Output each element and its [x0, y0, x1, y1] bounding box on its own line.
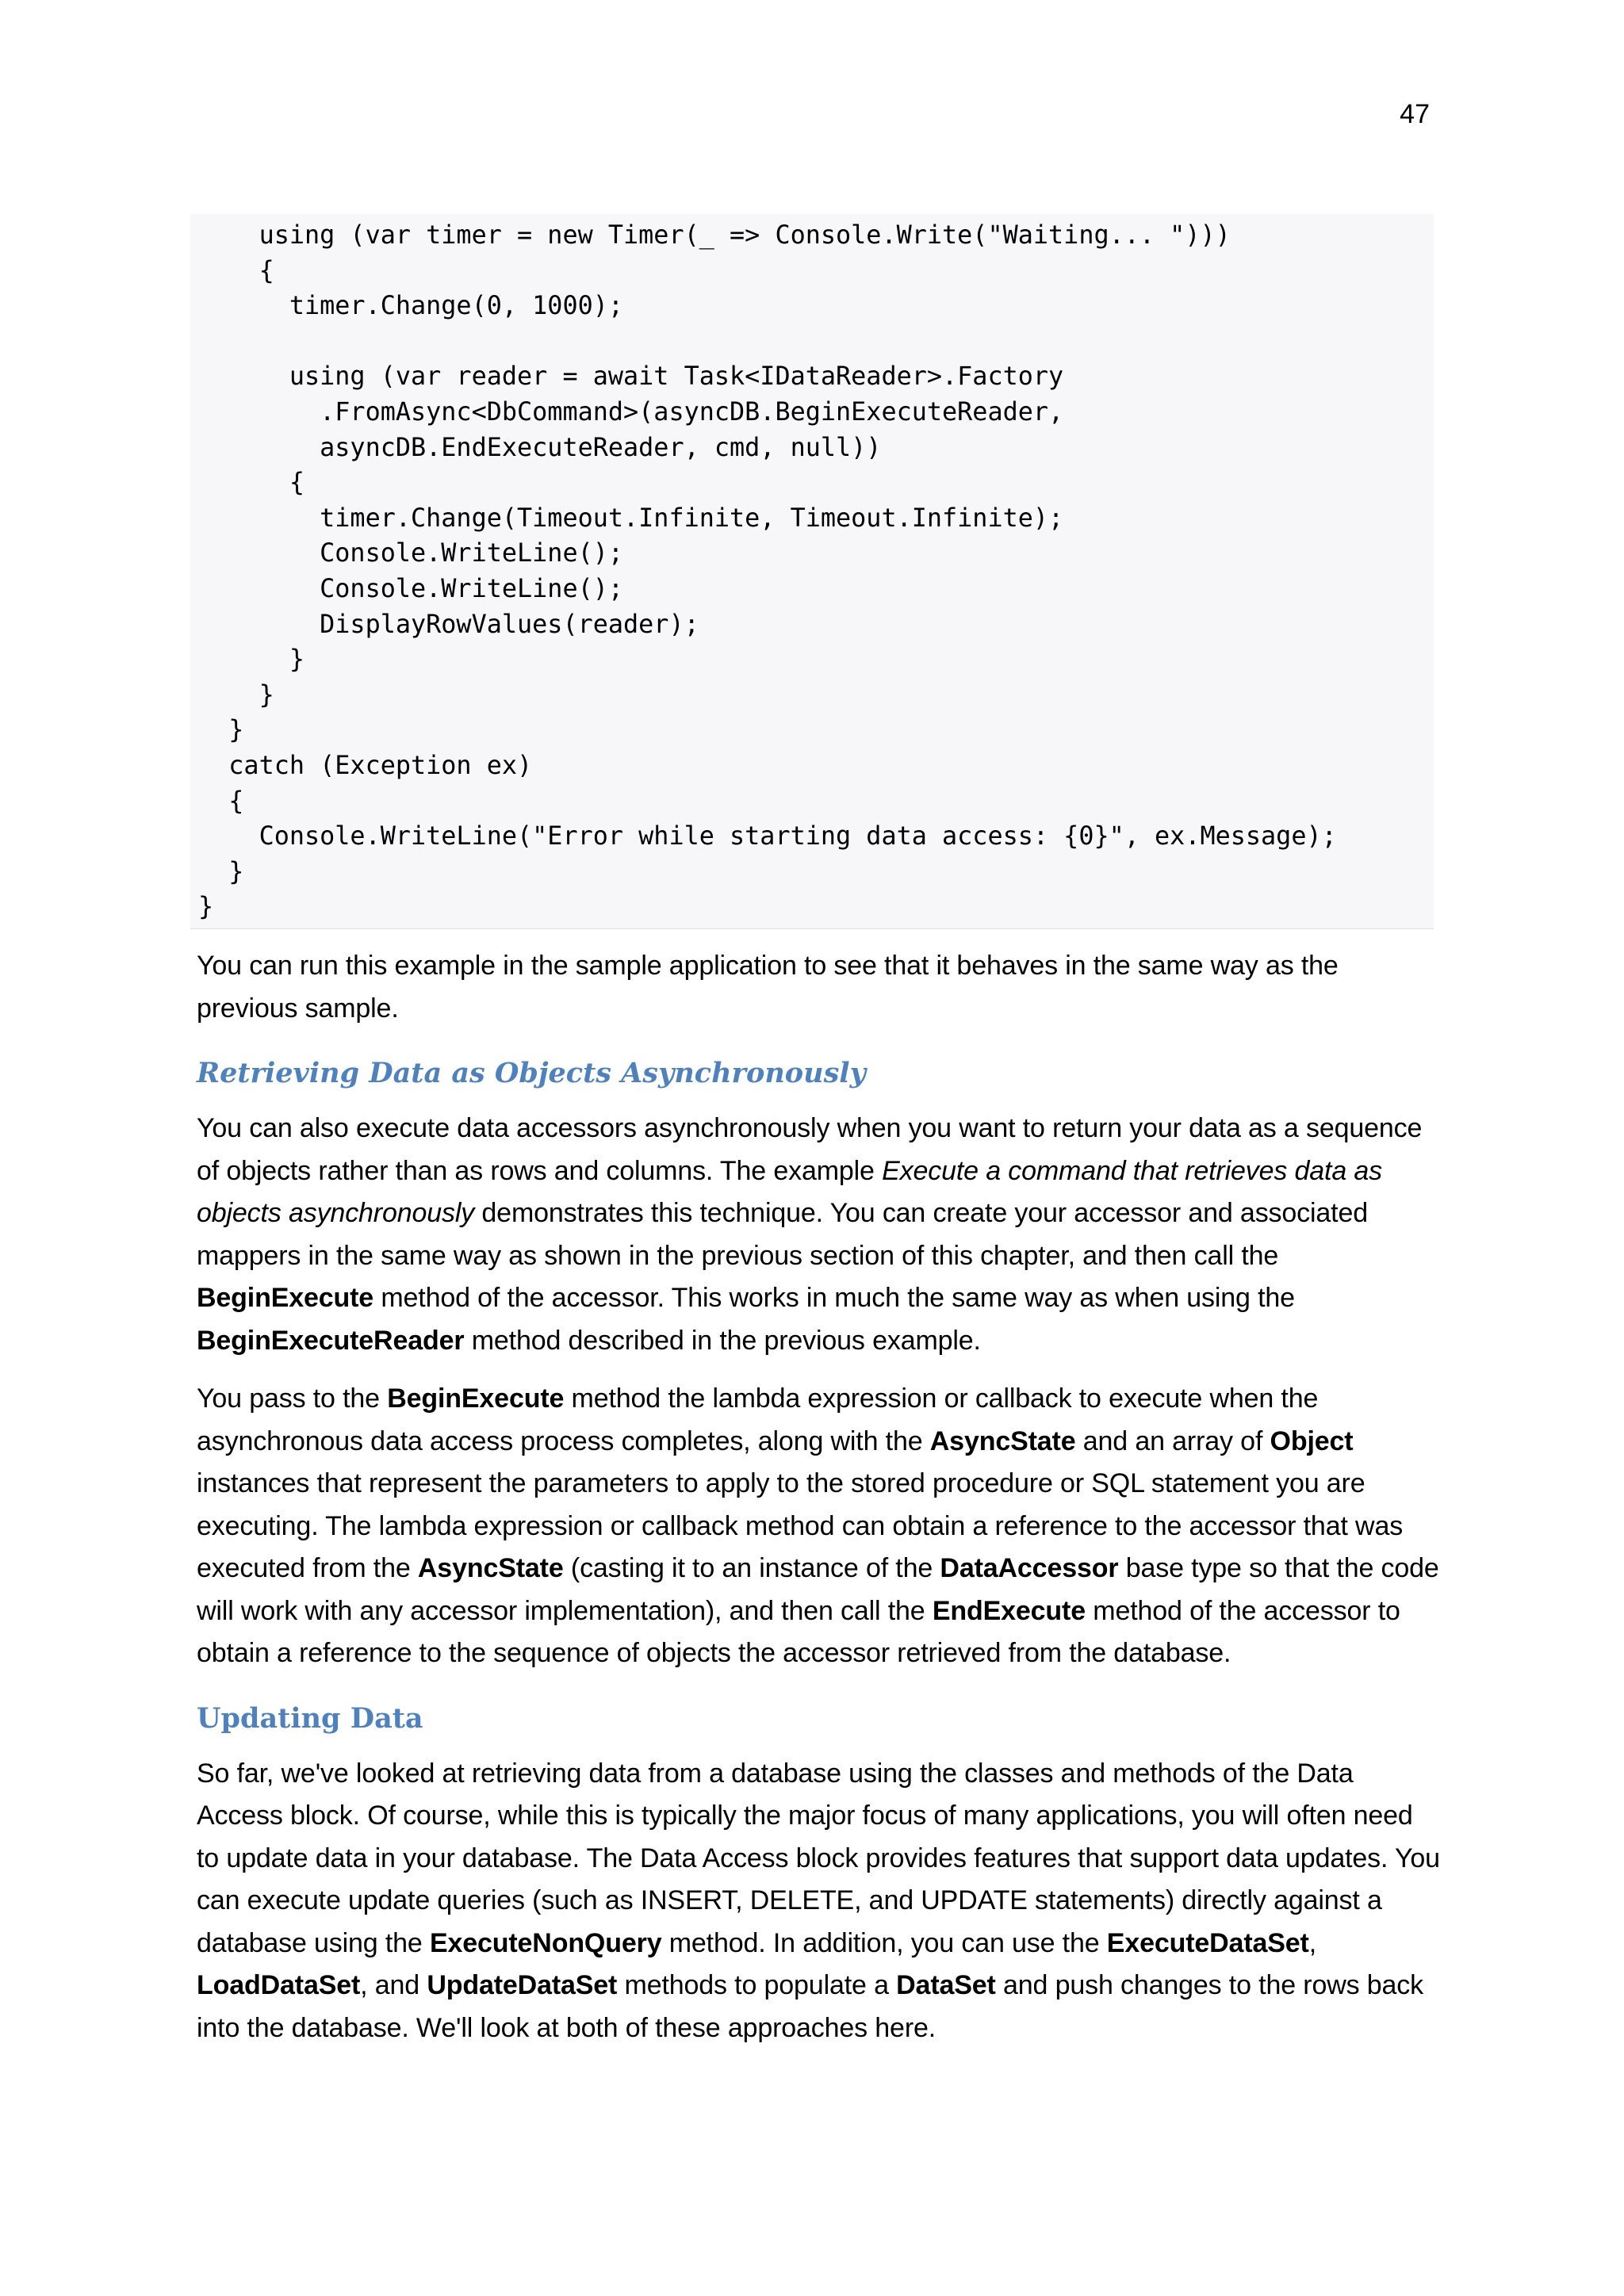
body-content: [197, 945, 1442, 2065]
method-name: UpdateDataSet: [427, 1970, 618, 2000]
example-title: Execute a command that retrieves data as objects asynchronously: [197, 1155, 1382, 1228]
type-name: Object: [1270, 1425, 1354, 1456]
code-line: using (var reader = await Task<IDataReader>.Factory: [198, 362, 1064, 392]
code-line: }: [198, 892, 214, 922]
property-name: AsyncState: [417, 1553, 564, 1583]
method-name: ExecuteNonQuery: [429, 1927, 662, 1958]
section-heading-async-objects: Retrieving Data as Objects Asynchronously: [197, 1057, 866, 1089]
code-line: }: [198, 645, 305, 675]
code-line: }: [198, 715, 244, 745]
code-line: }: [198, 856, 244, 886]
method-name: LoadDataSet: [197, 1970, 361, 2000]
code-line: using (var timer = new Timer(_ => Console.Write("Waiting... "))): [198, 220, 1231, 250]
code-line: {: [198, 468, 305, 498]
type-name: DataAccessor: [940, 1553, 1119, 1583]
page-number: 47: [1400, 99, 1430, 129]
method-name: BeginExecuteReader: [197, 1325, 465, 1356]
code-line: {: [198, 786, 244, 816]
property-name: AsyncState: [929, 1425, 1076, 1456]
async-objects-paragraph-1: You can also execute data accessors asynchronously when you want to return your data as a sequence of objects rather than as rows and columns. The example Execute a command that retrieves data as objects asynchronously demonstrates this technique. You can create your accessor and associated mappers in the same way as shown in the previous section of this chapter, and then call the BeginExecute method of the accessor. This works in much the same way as when using the BeginExecuteReader method described in the previous example.: [197, 1113, 1423, 1356]
code-line: timer.Change(0, 1000);: [198, 291, 624, 321]
code-line: Console.WriteLine("Error while starting data access: {0}", ex.Message);: [198, 821, 1337, 851]
code-line: Console.WriteLine();: [198, 538, 624, 568]
method-name: BeginExecute: [197, 1283, 374, 1313]
code-line: Console.WriteLine();: [198, 573, 624, 603]
code-line: DisplayRowValues(reader);: [198, 609, 699, 639]
code-line: .FromAsync<DbCommand>(asyncDB.BeginExecuteReader,: [198, 396, 1064, 427]
updating-data-paragraph: So far, we've looked at retrieving data from a database using the classes and methods of the Data Access block. Of course, while this is typically the major focus of many applications, you will often need to update data in your database. The Data Access block provides features that support data updates. You can execute update queries (such as INSERT, DELETE, and UPDATE statements) directly against a database using the ExecuteNonQuery method. In addition, you can use the ExecuteDataSet, LoadDataSet, and UpdateDataSet methods to populate a DataSet and push changes to the rows back into the database. We'll look at both of these approaches here.: [197, 1758, 1440, 2043]
code-line: timer.Change(Timeout.Infinite, Timeout.Infinite);: [198, 503, 1064, 533]
code-line: [198, 324, 1434, 360]
code-block: [190, 214, 1434, 929]
intro-paragraph: You can run this example in the sample application to see that it behaves in the same way as the previous sample.: [197, 951, 1339, 1024]
code-line: asyncDB.EndExecuteReader, cmd, null)): [198, 432, 882, 462]
code-line: }: [198, 679, 274, 710]
code-line: {: [198, 255, 274, 285]
method-name: EndExecute: [932, 1595, 1086, 1626]
type-name: DataSet: [896, 1970, 996, 2000]
method-name: BeginExecute: [387, 1383, 565, 1414]
method-name: ExecuteDataSet: [1106, 1927, 1309, 1958]
code-line: catch (Exception ex): [198, 750, 533, 780]
async-objects-paragraph-2: You pass to the BeginExecute method the lambda expression or callback to execute when the asynchronous data access process completes, along with the AsyncState and an array of Object instances that represent the parameters to apply to the stored procedure or SQL statement you are executing. The lambda expression or callback method can obtain a reference to the accessor that was executed from the AsyncState (casting it to an instance of the DataAccessor base type so that the code will work with any accessor implementation), and then call the EndExecute method of the accessor to obtain a reference to the sequence of objects the accessor retrieved from the database.: [197, 1383, 1439, 1668]
section-heading-updating-data: Updating Data: [197, 1701, 423, 1735]
